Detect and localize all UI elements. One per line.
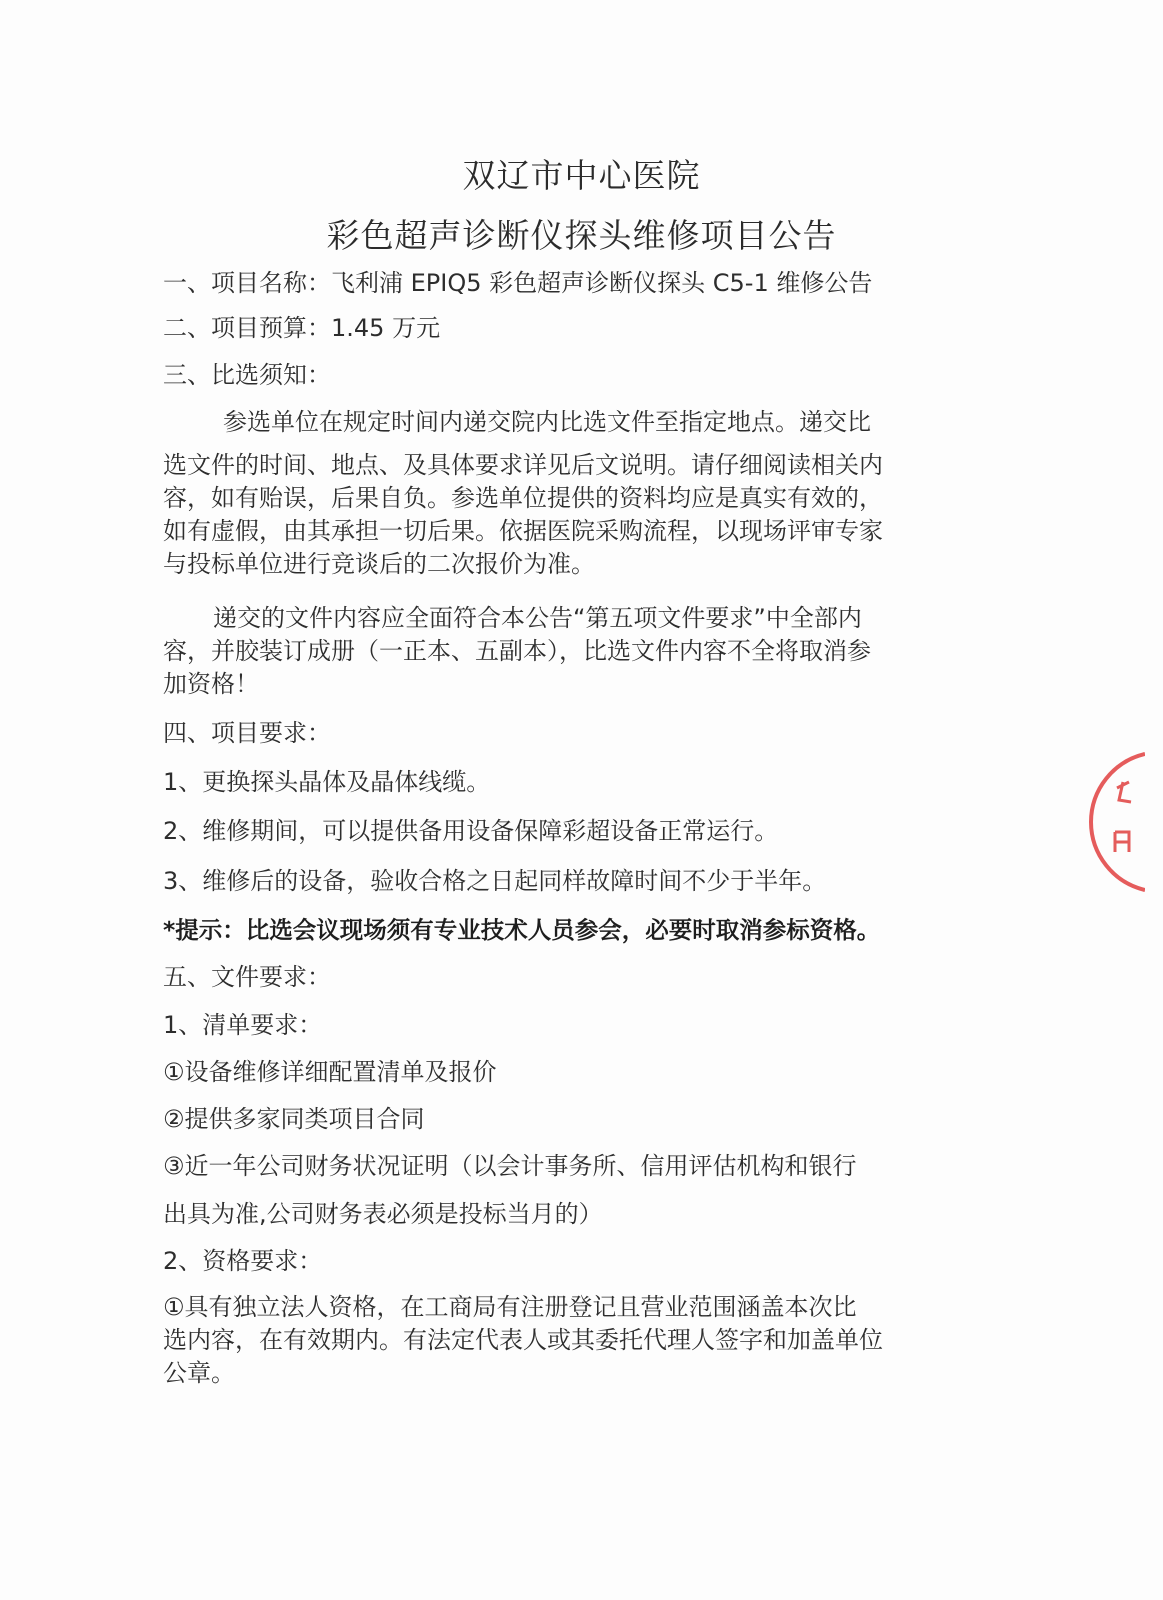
- hospital-title: 双辽市中心医院: [462, 156, 701, 195]
- paragraph-line: 容，并胶装订成册（一正本、五副本），比选文件内容不全将取消参: [163, 637, 871, 665]
- project-requirements-heading: 四、项目要求：: [163, 719, 331, 747]
- notice-title: 彩色超声诊断仪探头维修项目公告: [326, 216, 837, 255]
- notice-paragraph-1: [163, 406, 943, 581]
- paragraph-line: 参选单位在规定时间内递交院内比选文件至指定地点。递交比: [223, 408, 871, 436]
- document-requirements-heading: 五、文件要求：: [163, 963, 331, 991]
- paragraph-line: ①具有独立法人资格，在工商局有注册登记且营业范围涵盖本次比: [163, 1293, 857, 1321]
- requirement-2: 2、维修期间，可以提供备用设备保障彩超设备正常运行。: [163, 817, 779, 845]
- selection-notice-heading: 三、比选须知：: [163, 361, 331, 389]
- list-item-2: ②提供多家同类项目合同: [163, 1105, 425, 1133]
- project-name-line: 一、项目名称：飞利浦 EPIQ5 彩色超声诊断仪探头 C5-1 维修公告: [163, 269, 873, 297]
- notice-paragraph-2: [163, 602, 943, 701]
- paragraph-line: 选内容，在有效期内。有法定代表人或其委托代理人签字和加盖单位: [163, 1326, 883, 1354]
- list-item-3a: ③近一年公司财务状况证明（以会计事务所、信用评估机构和银行: [163, 1152, 857, 1180]
- tip-line: *提示：比选会议现场须有专业技术人员参会，必要时取消参标资格。: [163, 916, 881, 944]
- qualification-paragraph: [163, 1291, 943, 1390]
- list-item-1: ①设备维修详细配置清单及报价: [163, 1058, 497, 1086]
- paragraph-line: 如有虚假，由其承担一切后果。依据医院采购流程，以现场评审专家: [163, 517, 883, 545]
- paragraph-line: 容，如有贻误，后果自负。参选单位提供的资料均应是真实有效的，: [163, 484, 883, 512]
- paragraph-line: 加资格！: [163, 670, 259, 698]
- red-seal-stamp: [1085, 748, 1145, 898]
- paragraph-line: 与投标单位进行竞谈后的二次报价为准。: [163, 550, 595, 578]
- qualification-requirements-heading: 2、资格要求：: [163, 1247, 323, 1275]
- list-item-3b: 出具为准,公司财务表必须是投标当月的）: [163, 1200, 603, 1228]
- list-requirements-heading: 1、清单要求：: [163, 1011, 323, 1039]
- paragraph-line: 递交的文件内容应全面符合本公告“第五项文件要求”中全部内: [213, 604, 862, 632]
- paragraph-line: 公章。: [163, 1359, 235, 1387]
- requirement-3: 3、维修后的设备，验收合格之日起同样故障时间不少于半年。: [163, 867, 827, 895]
- paragraph-line: 选文件的时间、地点、及具体要求详见后文说明。请仔细阅读相关内: [163, 451, 883, 479]
- requirement-1: 1、更换探头晶体及晶体线缆。: [163, 768, 491, 796]
- project-budget-line: 二、项目预算：1.45 万元: [163, 314, 441, 342]
